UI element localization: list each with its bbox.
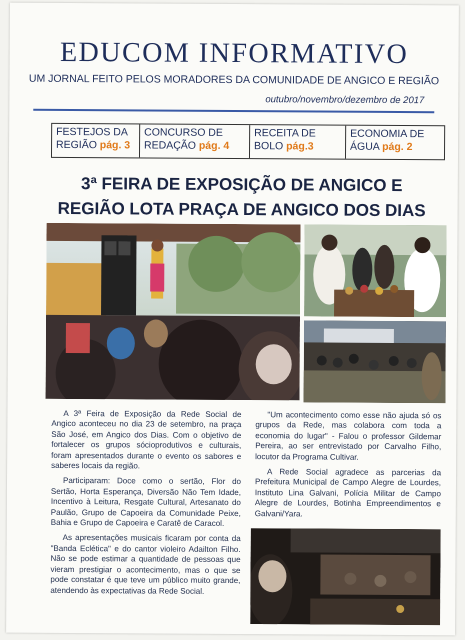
index-item-label: FESTEJOS DA [56, 125, 128, 139]
edition-date: outubro/novembro/dezembro de 2017 [265, 94, 425, 107]
photo-crowd [303, 320, 445, 403]
photo-stage-audience [46, 223, 301, 401]
index-item-label: ÁGUA [350, 140, 380, 153]
index-item-receita[interactable] [250, 125, 346, 159]
article-headline [37, 171, 447, 224]
index-item-label: ECONOMIA DE [350, 127, 425, 141]
index-item-economia[interactable] [346, 126, 444, 160]
newspaper-subtitle: UM JORNAL FEITO PELOS MORADORES DA COMUNIDADE DE ANGICO E REGIÃO [28, 72, 440, 88]
article-paragraph: A 3ª Feira de Exposição da Rede Social de Angico aconteceu no dia 23 de setembro, na praça São José, em Angico dos Dias. Com o objetivo de fortalecer os grupos sócioprodutivos e culturais, foram apresentados durante o evento os sabores e saberes locais da região. [51, 408, 242, 471]
header-divider [33, 109, 434, 113]
article-column-left [50, 409, 241, 602]
photo-night-event [250, 528, 441, 625]
index-item-label: RECEITA DE [254, 127, 316, 140]
index-item-festejos[interactable] [52, 124, 140, 158]
headline-line-1: 3ª FEIRA DE EXPOSIÇÃO DE ANGICO E [81, 174, 403, 196]
article-paragraph: As apresentações musicais ficaram por conta da "Banda Eclética" e do cantor violeiro Adailton Filho. Não se pode estimar a quantidade de pessoas que vieram prestigiar o acontecimento, mas o que se pode constatar é que teve um público muito grande, atendendo às expectativas da Rede Social. [50, 533, 241, 596]
headline-line-2: REGIÃO LOTA PRAÇA DE ANGICO DOS DIAS [57, 198, 426, 221]
section-index [51, 123, 445, 160]
index-item-label: REDAÇÃO [144, 139, 197, 152]
index-item-label: REGIÃO [56, 138, 97, 152]
article-paragraph: Participaram: Doce como o sertão, Flor do Sertão, Horta Esperança, Diversão Não Tem Idade, Incentivo à Leitura, Resgate Cultural, Artesanato do Paulão, Grupo de Capoeira da Comunidade Peixe, Bahia e Grupo de Capoeira e Caratê de Caracol. [50, 476, 242, 529]
newspaper-page [6, 3, 459, 636]
index-item-page: pág. 4 [198, 139, 230, 152]
index-item-page: pág. 3 [99, 139, 131, 152]
article-paragraph: "Um acontecimento como esse não ajuda só os grupos da Rede, mas colabora com toda a economia do lugar" - Falou o professor Gildemar Pereira, ao ser entrevistado por Carvalho Filho, locutor da Programa Cultivar. [255, 410, 442, 462]
article-column-right [255, 410, 442, 525]
index-item-concurso[interactable] [140, 124, 250, 158]
newspaper-title: EDUCOM INFORMATIVO [59, 36, 409, 71]
photo-food-stall [304, 224, 447, 317]
index-item-page: pág.3 [286, 140, 314, 153]
index-item-label: CONCURSO DE [144, 126, 223, 139]
index-item-page: pág. 2 [382, 140, 413, 154]
article-paragraph: A Rede Social agradece as parcerias da Prefeitura Municipal de Campo Alegre de Lourdes, Instituto Lina Galvani, Polícia Militar de Campo Alegre de Lourdes, Botinha Empreendimentos e Galvani/Yara. [254, 467, 442, 519]
index-item-label: BOLO [254, 140, 284, 153]
